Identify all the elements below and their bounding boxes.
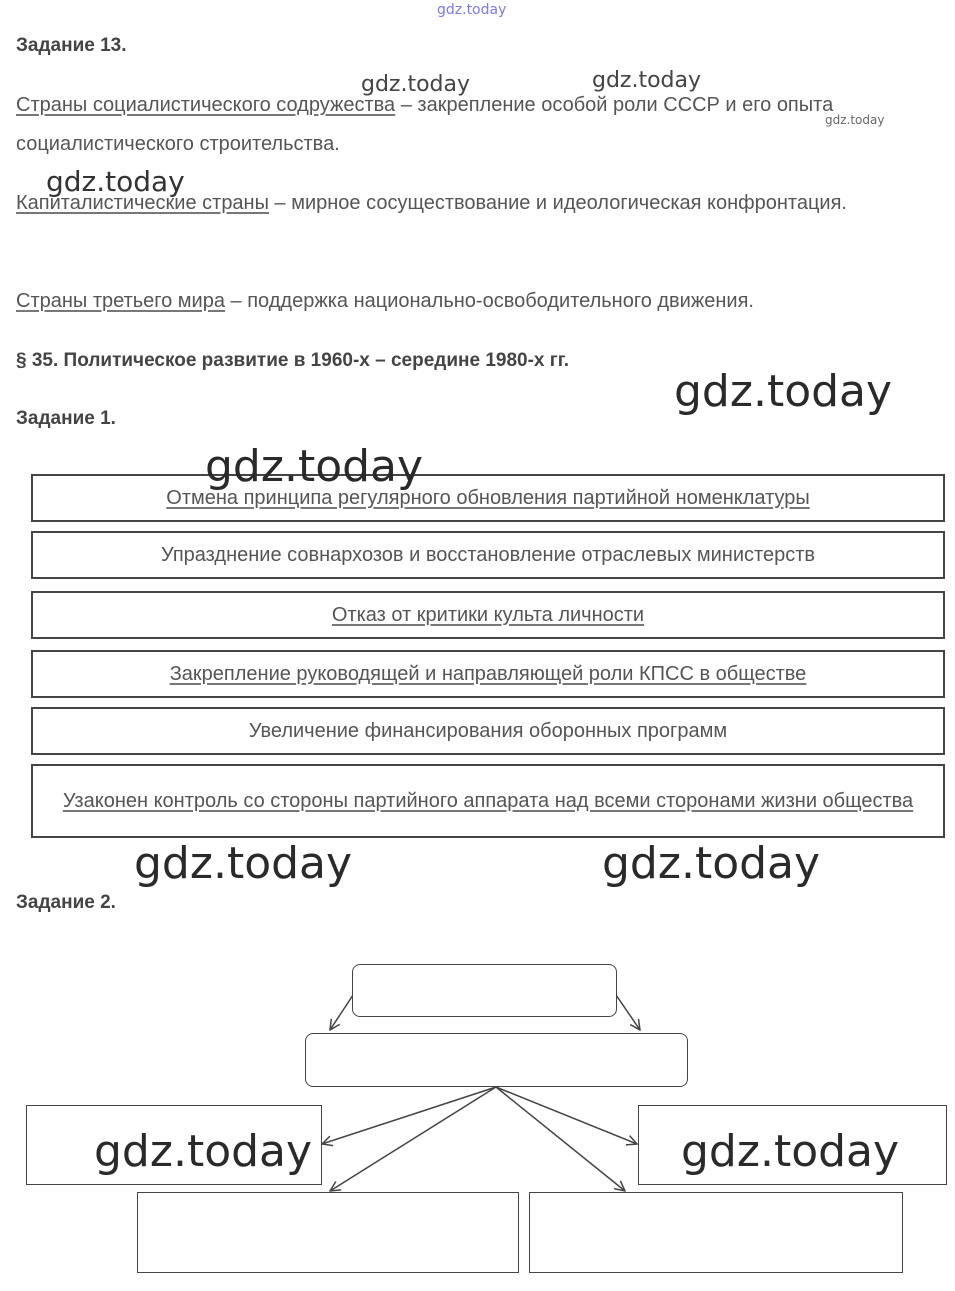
- diagram-bottom-right-box: [529, 1192, 903, 1273]
- diagram-middle-box: [305, 1033, 688, 1087]
- diagram-arrow: [496, 1087, 637, 1144]
- task2-title: Задание 2.: [16, 892, 116, 913]
- diagram-top-box: [352, 964, 617, 1017]
- watermark: gdz.today: [361, 72, 471, 97]
- task1-box-text: Увеличение финансирования оборонных программ: [248, 719, 728, 742]
- watermark: gdz.today: [46, 165, 185, 198]
- watermark: gdz.today: [825, 113, 885, 127]
- task1-box-text: Закрепление руководящей и направляющей роли КПСС в обществе: [169, 662, 807, 685]
- diagram-bottom-left-box: [137, 1192, 519, 1273]
- task1-title: Задание 1.: [16, 408, 116, 429]
- watermark: gdz.today: [674, 366, 893, 417]
- diagram-arrow: [614, 992, 640, 1030]
- task1-box-text: Упразднение совнархозов и восстановление отраслевых министерств: [161, 543, 815, 566]
- watermark: gdz.today: [437, 2, 507, 18]
- task13-definition: – закрепление особой роли СССР и его опыта социалистического строительства.: [16, 94, 834, 155]
- task13-definition: – мирное сосуществование и идеологическая конфронтация.: [268, 192, 847, 214]
- watermark: gdz.today: [94, 1126, 313, 1177]
- task13-term: Страны социалистического содружества: [16, 94, 396, 116]
- watermark: gdz.today: [602, 838, 821, 889]
- task13-title: Задание 13.: [16, 35, 127, 56]
- diagram-arrow: [322, 1087, 496, 1144]
- watermark: gdz.today: [205, 441, 424, 492]
- task1-box-text: Отказ от критики культа личности: [331, 603, 645, 626]
- task1-box-text: Узаконен контроль со стороны партийного аппарата над всеми сторонами жизни общества: [62, 789, 914, 812]
- section-title: § 35. Политическое развитие в 1960-х – середине 1980-х гг.: [16, 350, 569, 371]
- task13-definition: – поддержка национально-освободительного движения.: [224, 290, 754, 312]
- task1-box-text: Отмена принципа регулярного обновления партийной номенклатуры: [166, 486, 810, 509]
- diagram-arrow: [496, 1087, 625, 1191]
- watermark: gdz.today: [134, 838, 353, 889]
- task13-term: Капиталистические страны: [16, 192, 269, 214]
- watermark: gdz.today: [681, 1126, 900, 1177]
- watermark: gdz.today: [592, 68, 702, 93]
- task13-term: Страны третьего мира: [16, 290, 225, 312]
- diagram-arrow: [330, 1087, 496, 1191]
